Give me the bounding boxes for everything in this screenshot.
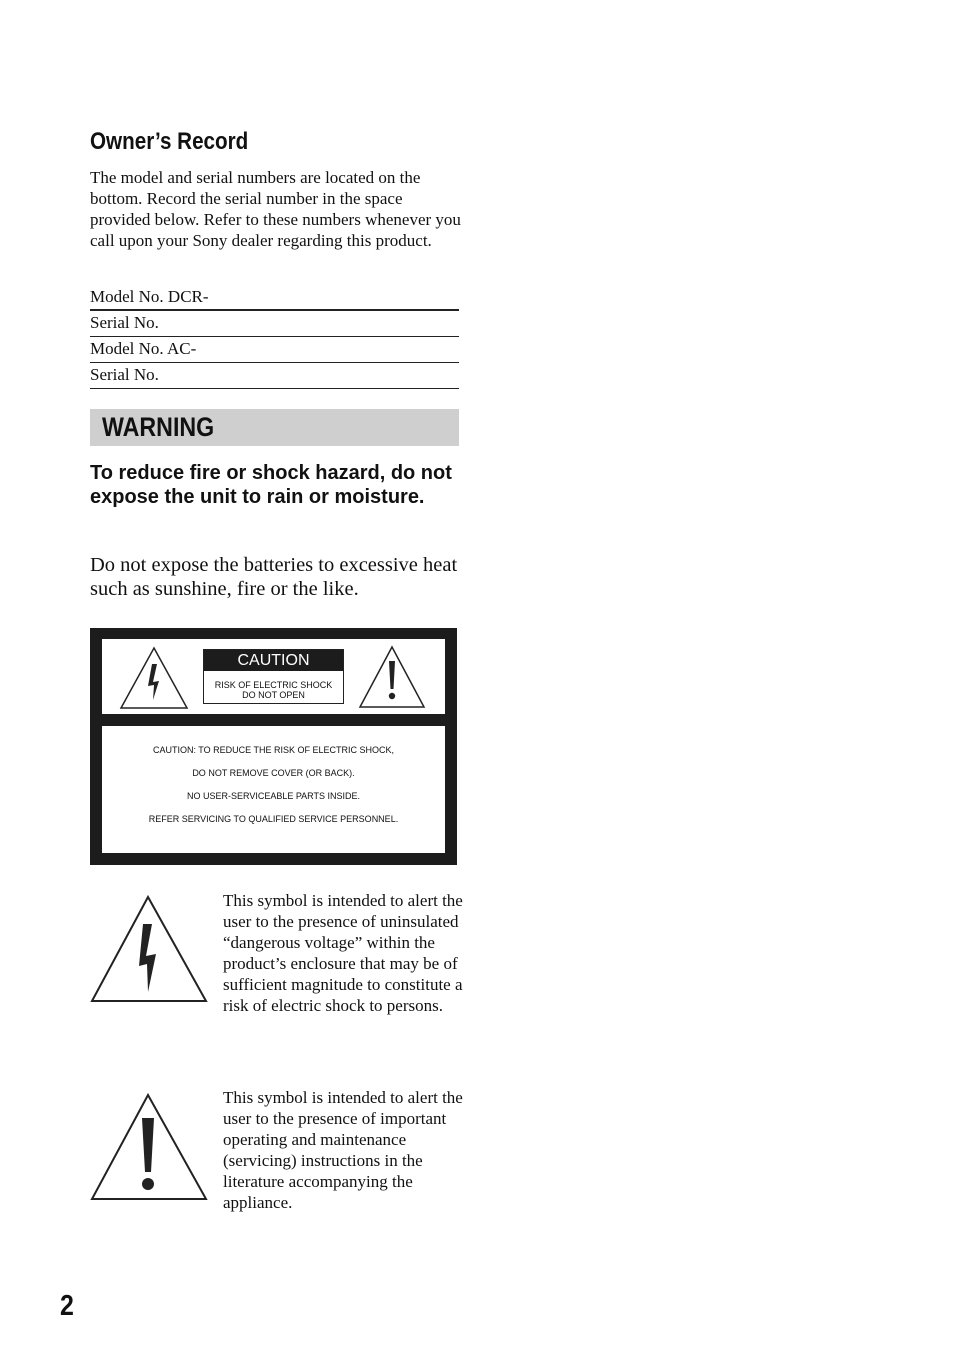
battery-warning-text: Do not expose the batteries to excessive heat such as sunshine, fire or the like.: [90, 554, 458, 600]
caution-label-top: [102, 639, 445, 714]
page-number: 2: [60, 1290, 74, 1322]
warning-banner: [90, 409, 459, 446]
record-row-model-dcr: Model No. DCR-: [90, 285, 459, 311]
caution-label-bottom: [102, 726, 445, 853]
caution-title: CAUTION: [204, 650, 343, 671]
owners-record-heading: Owner’s Record: [90, 128, 249, 155]
lightning-symbol-description: This symbol is intended to alert the user to the presence of uninsulated “dangerous voltage” within the product’s enclosure that may be of sufficient magnitude to constitute a risk of electric shock to persons.: [223, 891, 463, 1015]
caution-sub-line-2: DO NOT OPEN: [242, 690, 305, 700]
exclamation-triangle-icon: [90, 1092, 208, 1202]
warning-label: WARNING: [102, 412, 215, 442]
record-row-serial-2: Serial No.: [90, 363, 459, 389]
record-row-serial-1: Serial No.: [90, 311, 459, 337]
record-table: [90, 285, 459, 389]
record-row-model-ac: Model No. AC-: [90, 337, 459, 363]
hazard-warning-text: To reduce fire or shock hazard, do not expose the unit to rain or moisture.: [90, 462, 452, 508]
caution-line-1: CAUTION: TO REDUCE THE RISK OF ELECTRIC SHOCK,: [152, 745, 395, 755]
lightning-triangle-icon: [119, 646, 189, 710]
lightning-triangle-icon: [90, 894, 208, 1004]
caution-line-4: REFER SERVICING TO QUALIFIED SERVICE PERSONNEL.: [148, 814, 399, 824]
exclamation-symbol-description: This symbol is intended to alert the user to the presence of important operating and maintenance (servicing) instructions in the literature accompanying the appliance.: [223, 1088, 463, 1212]
caution-sub-line-1: RISK OF ELECTRIC SHOCK: [214, 680, 333, 690]
owners-record-text: The model and serial numbers are located on the bottom. Record the serial number in the space provided below. Refer to these numbers whenever you call upon your Sony dealer regarding this product.: [90, 168, 461, 250]
caution-line-3: NO USER-SERVICEABLE PARTS INSIDE.: [186, 791, 361, 801]
caution-line-2: DO NOT REMOVE COVER (OR BACK).: [192, 768, 355, 778]
exclamation-triangle-icon: [358, 645, 426, 709]
caution-label-graphic: [90, 628, 457, 865]
caution-sticker: [203, 649, 344, 704]
